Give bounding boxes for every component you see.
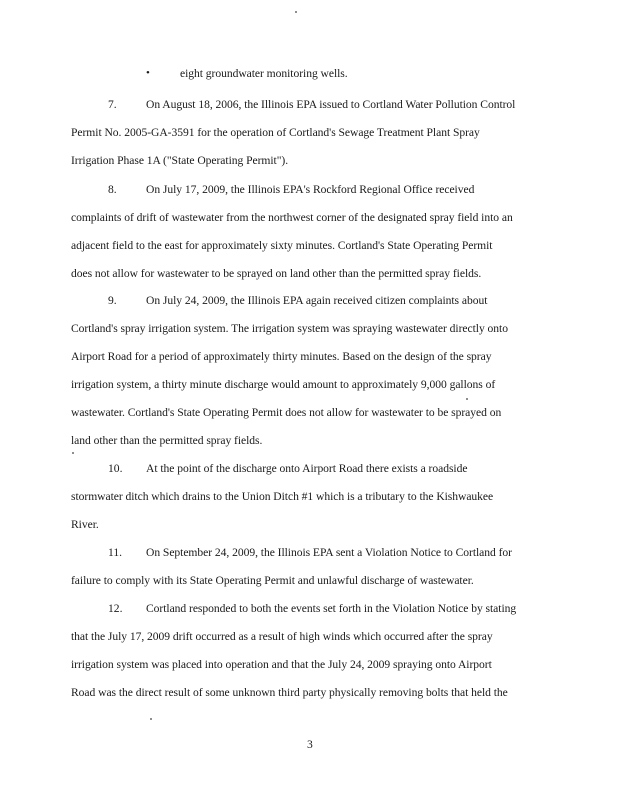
paragraph-line: Cortland responded to both the events set forth in the Violation Notice by stating [146, 602, 517, 615]
scan-speck [466, 398, 468, 400]
paragraph-line: that the July 17, 2009 drift occurred as a result of high winds which occurred after the spray [71, 630, 493, 643]
scan-speck [295, 11, 297, 13]
paragraph-number: 11. [108, 546, 123, 559]
paragraph-line: At the point of the discharge onto Airport Road there exists a roadside [146, 462, 468, 475]
paragraph-line: complaints of drift of wastewater from the northwest corner of the designated spray field into an [71, 211, 513, 224]
paragraph-number: 9. [108, 294, 117, 307]
paragraph-line: stormwater ditch which drains to the Union Ditch #1 which is a tributary to the Kishwaukee [71, 490, 494, 503]
paragraph-number: 8. [108, 183, 117, 196]
paragraph-line: adjacent field to the east for approximately sixty minutes. Cortland's State Operating Permit [71, 239, 493, 252]
paragraph-line: does not allow for wastewater to be sprayed on land other than the permitted spray fields. [71, 267, 482, 280]
paragraph-line: On August 18, 2006, the Illinois EPA issued to Cortland Water Pollution Control [146, 98, 516, 111]
paragraph-line: land other than the permitted spray fields. [71, 434, 263, 447]
page-number: 3 [307, 738, 313, 751]
paragraph-line: wastewater. Cortland's State Operating Permit does not allow for wastewater to be sprayed on [71, 406, 502, 419]
paragraph-number: 10. [108, 462, 123, 475]
paragraph-number: 12. [108, 602, 123, 615]
paragraph-line: Permit No. 2005-GA-3591 for the operation of Cortland's Sewage Treatment Plant Spray [71, 126, 480, 139]
paragraph-line: On July 24, 2009, the Illinois EPA again received citizen complaints about [146, 294, 488, 307]
scan-speck [150, 718, 152, 720]
paragraph-number: 7. [108, 98, 117, 111]
paragraph-line: Road was the direct result of some unknown third party physically removing bolts that held the [71, 686, 508, 699]
paragraph-line: Cortland's spray irrigation system. The irrigation system was spraying wastewater directly onto [71, 322, 508, 335]
paragraph-line: Irrigation Phase 1A ("State Operating Permit"). [71, 154, 289, 167]
paragraph-line: Airport Road for a period of approximately thirty minutes. Based on the design of the spray [71, 350, 492, 363]
bullet-text: eight groundwater monitoring wells. [180, 67, 348, 80]
paragraph-line: failure to comply with its State Operating Permit and unlawful discharge of wastewater. [71, 574, 474, 587]
paragraph-line: On July 17, 2009, the Illinois EPA's Rockford Regional Office received [146, 183, 475, 196]
paragraph-line: irrigation system was placed into operation and that the July 24, 2009 spraying onto Airport [71, 658, 492, 671]
bullet-symbol: • [146, 67, 150, 79]
paragraph-line: River. [71, 518, 99, 531]
scan-speck [72, 452, 74, 454]
paragraph-line: On September 24, 2009, the Illinois EPA sent a Violation Notice to Cortland for [146, 546, 512, 559]
paragraph-line: irrigation system, a thirty minute discharge would amount to approximately 9,000 gallons of [71, 378, 496, 391]
